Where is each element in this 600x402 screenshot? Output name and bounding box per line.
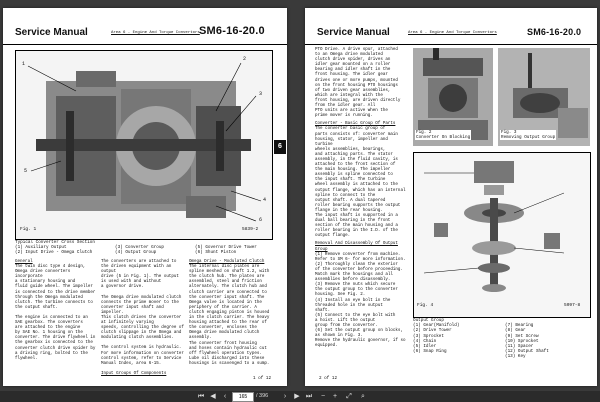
text-line: the converter, encloses the	[189, 326, 257, 331]
page-number: 2 of 12	[319, 376, 338, 381]
area-label: Area 6 - Engine And Torque Convertors	[111, 31, 200, 35]
text-line: and hoses contain hydraulic cut	[189, 346, 267, 351]
text-line: prime mover is running.	[315, 114, 373, 119]
callout-2: 2	[243, 56, 247, 62]
text-line: dual ball bearing in the front	[315, 219, 391, 224]
text-line: converter. The drive flywheel in	[15, 336, 96, 341]
text-line: Remove the hydraulic governor, if so equipped.	[315, 339, 406, 349]
text-line: converter clutch drive spider by	[15, 346, 96, 351]
text-line: the output group to the converter	[315, 288, 398, 293]
text-line: output shaft. A dual tapered	[315, 198, 386, 203]
text-line: the converter input shaft. The	[189, 295, 265, 300]
text-line: roller bearing supports the output	[315, 203, 401, 208]
exploded-parts-drawing	[414, 153, 590, 317]
text-line: (3) Remove the nuts which secure	[315, 283, 396, 288]
body-column-3	[189, 260, 277, 367]
text-line: idler gear mounted on a roller	[315, 63, 391, 68]
fig4-ref: 5097-8	[564, 303, 581, 308]
text-line: is connected to the drive member	[15, 290, 96, 295]
subsection-heading: Input Groups Of Components	[101, 371, 167, 376]
text-line: output flange, which has an internal	[315, 188, 406, 193]
prev-page-icon[interactable]: ◀	[210, 393, 216, 400]
text-line: The twin disc type 4 design,	[15, 265, 86, 270]
text-line: The converter basic group of	[315, 127, 386, 132]
part-item: (13) Key	[505, 354, 526, 360]
text-column-left	[315, 48, 407, 349]
text-line: (1) Remove converter from machine.	[315, 252, 401, 257]
legend-item: (1) Auxiliary Output	[15, 245, 67, 251]
text-line: bearing and idler shaft in the	[315, 68, 391, 73]
part-item: (3) Sprocket	[413, 333, 444, 339]
text-line: wheels assemblies, bearings,	[315, 147, 386, 152]
text-line: assemblies before disassembly.	[315, 278, 391, 283]
doc-code: SM6-16-20.0	[199, 25, 265, 37]
text-line: a governor drive.	[101, 285, 144, 290]
text-line: front housing. The idler gear	[315, 73, 388, 78]
text-line: The Omega drive modulated clutch	[101, 295, 182, 300]
text-line: (2) Thoroughly clean the exterior	[315, 262, 398, 267]
text-line: a hoist. Lift the output	[315, 318, 376, 323]
text-line: This clutch drives the converter	[101, 315, 182, 320]
text-line: at infinitely varying	[101, 321, 154, 326]
text-line: flange in the rear housing.	[315, 208, 383, 213]
text-line: assembly, in the fluid cavity, is	[315, 157, 398, 162]
part-item: (4) Chain	[413, 338, 437, 344]
text-line: housing attached to the rear of	[189, 321, 267, 326]
legend-item: (4) Output Group	[115, 250, 157, 256]
text-line: periphery of the carrier. A	[189, 305, 257, 310]
text-line: wheel assembly is attached to the	[315, 183, 398, 188]
text-line: The engine is connected to an	[15, 315, 88, 320]
right-manual-page	[305, 8, 597, 386]
cross-section-figure	[15, 50, 273, 240]
fig4-label: Fig. 4	[417, 303, 434, 308]
part-item: (7) Bearing	[505, 323, 534, 329]
fig2-label: Fig. 2	[416, 130, 432, 135]
part-item: (2) Drive Tower	[413, 328, 452, 334]
header-title: Service Manual	[15, 27, 88, 38]
text-line: Manual Index, area 6-15.	[101, 361, 162, 366]
fig3-title: Removing Output Group	[501, 135, 556, 141]
text-line: PTO Drive. A drive spur, attached	[315, 48, 398, 52]
callout-1: 1	[22, 61, 26, 67]
figure-title: Typical Converter Cross Section	[15, 240, 95, 245]
text-line: drives one or more pumps, mounted	[315, 78, 398, 83]
text-line: housing, stator, impeller and turbine	[315, 137, 388, 147]
text-line: a driving ring, bolted to the	[15, 351, 88, 356]
text-line: The control system is hydraulic.	[101, 346, 182, 351]
figure-caption	[15, 240, 275, 256]
text-line: are attached to the engine	[15, 326, 81, 331]
text-line: clutch carrier are connected to	[189, 290, 267, 295]
legend-item: (2) Input Drive - Omega Clutch	[15, 250, 93, 256]
text-line: and attaching parts. The stator	[315, 152, 393, 157]
part-item: (5) Idler	[413, 344, 437, 350]
text-line: the clutch hub. The plates are	[189, 275, 265, 280]
text-line: section of the main housing and a	[315, 224, 398, 229]
page-number-input[interactable]: 165	[232, 392, 254, 402]
callout-3: 3	[259, 91, 263, 97]
text-line: For more information on converter	[101, 351, 184, 356]
text-line: converter input shaft and impeller.	[101, 305, 164, 315]
text-line: shaft.	[315, 308, 331, 313]
part-item: (11) Spacer	[505, 344, 534, 350]
text-line: (5) Connect to the eye bolt with	[315, 313, 396, 318]
search-icon[interactable]: ⌕	[361, 393, 365, 400]
fig2-photo	[413, 48, 493, 146]
text-line: the gearbox is connected to the	[15, 341, 93, 346]
page-number: 1 of 12	[253, 376, 272, 381]
text-line: The converters are attached to	[101, 260, 177, 264]
text-line: (6) Set the output group on blocks,	[315, 329, 403, 334]
text-line: to an Omega drive modulated	[315, 53, 383, 58]
text-line: Omega drive converters incorporate	[15, 270, 71, 280]
callout-5: 5	[24, 168, 28, 174]
figure-ref: 5839-2	[242, 227, 259, 232]
text-line: fluid guide wheel. The impeller	[15, 285, 93, 290]
doc-code: SM6-16-20.0	[527, 27, 582, 37]
text-line: (4) Install an eye bolt in the	[315, 298, 391, 303]
part-item: (6) Snap Ring	[413, 349, 447, 355]
body-column-1	[15, 260, 97, 362]
section-heading: General	[15, 260, 33, 264]
figure-label: Fig. 1	[20, 227, 37, 232]
text-line: clutch. The turbine connects to	[15, 300, 93, 305]
part-item: (10) Sprocket	[505, 338, 539, 344]
header-title: Service Manual	[317, 27, 390, 38]
page-total: / 396	[256, 393, 269, 399]
section-heading: Converter - Basic Group Of Parts	[315, 122, 396, 127]
callout-6: 6	[259, 217, 263, 223]
text-line: is used with and without	[101, 280, 162, 285]
text-line: modulating clutch assemblies.	[101, 336, 174, 341]
text-line: in the clutch carrier. The heavy	[189, 316, 270, 321]
last-page-icon[interactable]: ⏭	[305, 393, 313, 400]
fig2-caption	[415, 130, 471, 140]
text-line: roller bearing in the I.D. of the	[315, 229, 398, 234]
next-icon[interactable]: ›	[283, 393, 287, 400]
text-line: PTO units are active when the	[315, 109, 388, 114]
text-line: alternately. The clutch hub and	[189, 285, 267, 290]
first-page-icon[interactable]: ⏮	[197, 393, 205, 400]
section-tab: 6	[274, 140, 286, 154]
text-line: Omega drive modulated clutch assembly.	[189, 331, 260, 341]
text-line: The internal disc plates are	[189, 265, 260, 270]
text-line: from the idler gear. All	[315, 104, 376, 109]
body-column-2	[101, 260, 185, 377]
text-line: Match mark the housings and all	[315, 273, 393, 278]
left-manual-page	[3, 8, 287, 386]
prev-icon[interactable]: ‹	[223, 393, 227, 400]
text-line: output flange.	[315, 234, 351, 239]
text-line: assembly is spline connected to	[315, 173, 393, 178]
next-page-icon[interactable]: ▶	[294, 393, 300, 400]
text-line: SAE gearbox. The converters	[15, 321, 83, 326]
text-line: spline to connect to the	[315, 193, 376, 198]
text-line: clutch engaging piston is housed	[189, 310, 270, 315]
callout-4: 4	[263, 197, 267, 203]
text-line: The converter front housing	[189, 341, 257, 346]
text-line: Lube oil discharged into these	[189, 356, 265, 361]
part-item: (1) Gear(Manifold)	[413, 323, 460, 329]
subsection-heading: Omega Drive - Modulated Clutch	[189, 260, 265, 264]
text-line: clutch slippage in the Omega and	[101, 331, 182, 336]
text-line: the driven equipment with an output	[101, 265, 172, 275]
converter-cross-section-drawing	[16, 51, 272, 239]
part-item: (12) Output Shaft	[505, 349, 549, 355]
text-line: assembled, steel and friction	[189, 280, 262, 285]
text-line: through the Omega modulated	[15, 295, 83, 300]
text-line: clutch drive spider, drives an	[315, 58, 391, 63]
fig2-title: Converter On Blocking	[416, 135, 471, 141]
page-header	[3, 22, 287, 45]
text-line: by SAE No. 1 housing on the	[15, 331, 83, 336]
fig3-caption	[500, 130, 556, 140]
fig4-parts-list	[413, 318, 593, 359]
text-line: threaded hole in the output	[315, 303, 383, 308]
text-line: spline meshed on shaft 1.2, with	[189, 270, 270, 275]
part-item: (8) Gear	[505, 328, 526, 334]
text-line: the main housing. The impeller	[315, 168, 391, 173]
page-header	[305, 22, 597, 45]
area-label: Area 6 - Engine And Torque Convertors	[408, 31, 497, 35]
fig3-label: Fig. 3	[501, 130, 517, 135]
text-line: group from the converter.	[315, 323, 378, 328]
legend-item: (6) Shunt Piston	[195, 250, 237, 256]
section-heading: Removal And Disassembly Of Output Group	[315, 242, 398, 252]
text-line: flywheel.	[15, 356, 38, 361]
text-line: housings is scavenged to a sump.	[189, 361, 270, 366]
text-line: off flywheel operation types.	[189, 351, 262, 356]
text-line: of two driven gear assemblies,	[315, 88, 391, 93]
zoom-in-icon[interactable]: +	[332, 393, 338, 400]
text-line: speeds, controlling the degree of	[101, 326, 184, 331]
text-line: the input shaft. The turbine	[315, 178, 386, 183]
text-line: attached to the front section of	[315, 163, 396, 168]
zoom-out-icon[interactable]: −	[320, 393, 326, 400]
text-line: as shown in Fig. 3.	[315, 334, 363, 339]
text-line: a stationary housing and	[15, 280, 76, 285]
text-line: on the front housing PTO housings	[315, 83, 398, 88]
text-line: Refer to SM 6- for more information.	[315, 257, 406, 262]
text-line: the output shaft.	[15, 305, 58, 310]
text-line: Omega valve is located in the	[189, 300, 262, 305]
fit-page-icon[interactable]: ⤢	[346, 393, 352, 400]
part-item: (9) Set Screw	[505, 333, 539, 339]
legend-item: (3) Converter Group	[115, 245, 164, 251]
text-line: The input shaft is supported in a	[315, 214, 398, 218]
legend-item: (5) Governor Drive Tower	[195, 245, 257, 251]
text-line: of the converter before proceeding.	[315, 267, 403, 272]
fig4-title: Output Group	[413, 318, 444, 323]
text-line: control system, refer to Service	[101, 356, 182, 361]
text-line: which are integral with the	[315, 93, 383, 98]
text-line: front housing, are driven directly	[315, 98, 401, 103]
text-line: housing. See Fig. 2.	[315, 293, 366, 298]
text-line: drive (5 in Fig. 1). The output	[101, 275, 179, 280]
text-line: connects the prime mover to the	[101, 300, 179, 305]
viewer-toolbar	[0, 391, 600, 402]
fig4-exploded-view	[413, 152, 591, 318]
text-line: parts consists of: converter main	[315, 132, 398, 137]
fig3-photo	[498, 48, 590, 146]
